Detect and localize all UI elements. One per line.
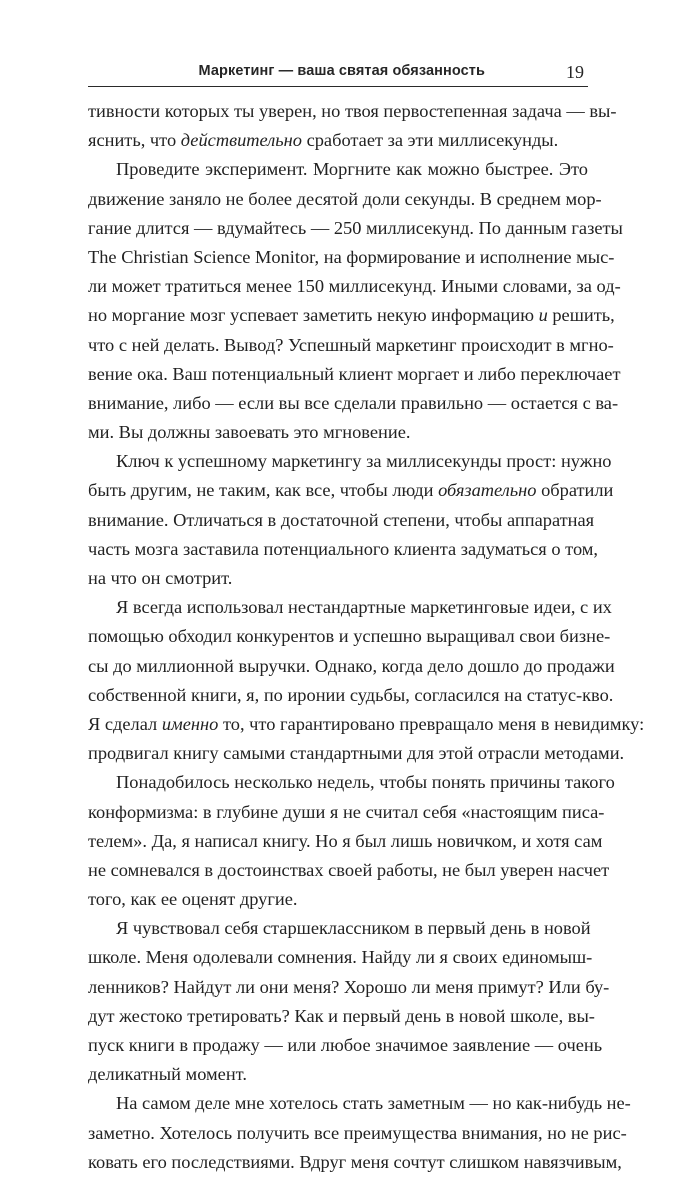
page-number: 19 xyxy=(566,62,584,82)
paragraph xyxy=(88,155,623,447)
text-run: ковать его последствиями. Вдруг меня сочтут слишком навязчивым, xyxy=(88,1151,622,1172)
emphasized-text: действительно xyxy=(180,130,302,151)
text-run: Понадобилось несколько недель, чтобы понять причины такого xyxy=(116,772,615,793)
text-line xyxy=(88,856,610,885)
text-line xyxy=(88,681,614,710)
paragraph xyxy=(88,97,617,155)
text-line xyxy=(88,97,617,126)
text-line xyxy=(88,1060,588,1089)
text-run: что с ней делать. Вывод? Успешный маркетинг происходит в мгно- xyxy=(88,334,614,355)
text-run: ли может тратиться менее 150 миллисекунд. Иными словами, за од- xyxy=(88,276,621,297)
text-line xyxy=(88,418,588,447)
text-run: решить, xyxy=(547,305,615,326)
text-line xyxy=(88,185,602,214)
paragraph xyxy=(88,768,615,914)
text-run: на что он смотрит. xyxy=(88,568,233,588)
text-line xyxy=(88,1031,603,1060)
text-line xyxy=(88,243,615,272)
text-run: сы до миллионной выручки. Однако, когда дело дошло до продажи xyxy=(88,655,615,676)
text-run: не сомневался в достоинствах своей работы, не был уверен насчет xyxy=(88,859,610,880)
text-line xyxy=(88,827,603,856)
text-run: пуск книги в продажу — или любое значимое заявление — очень xyxy=(88,1035,603,1055)
text-line xyxy=(88,535,599,564)
text-run: Я всегда использовал нестандартные маркетинговые идеи, с их xyxy=(116,597,612,618)
body-text xyxy=(88,97,645,1177)
text-run: дут жестоко третировать? Как и первый день в новой школе, вы- xyxy=(88,1005,595,1026)
text-run: вение ока. Ваш потенциальный клиент моргает и либо переключает xyxy=(88,363,621,384)
text-line xyxy=(88,506,595,535)
text-run: школе. Меня одолевали сомнения. Найду ли я своих единомыш- xyxy=(88,947,593,968)
text-line xyxy=(88,973,610,1002)
text-line xyxy=(88,564,588,593)
text-line xyxy=(88,914,591,943)
text-line xyxy=(88,389,619,418)
text-run: часть мозга заставила потенциального клиента задуматься о том, xyxy=(88,538,599,559)
text-run: Я сделал xyxy=(88,713,162,734)
text-run: The Christian Science Monitor, на формирование и исполнение мыс- xyxy=(88,246,615,267)
text-line xyxy=(88,447,612,476)
text-line xyxy=(88,360,621,389)
text-run: Я чувствовал себя старшеклассником в первый день в новой xyxy=(116,918,591,939)
emphasized-text: и xyxy=(538,305,548,326)
text-line xyxy=(88,739,625,768)
text-line xyxy=(88,476,614,505)
running-title: Маркетинг — ваша святая обязанность xyxy=(198,63,485,79)
paragraph xyxy=(88,1089,631,1177)
text-run: На самом деле мне хотелось стать заметным — но как-нибудь не- xyxy=(116,1093,631,1114)
text-line xyxy=(88,1119,627,1148)
text-run: внимание, либо — если вы все сделали правильно — остается с ва- xyxy=(88,392,619,413)
text-line xyxy=(88,710,645,739)
text-run: сработает за эти миллисекунды. xyxy=(301,130,559,151)
text-run: ленников? Найдут ли они меня? Хорошо ли меня примут? Или бу- xyxy=(88,976,610,997)
text-run: деликатный момент. xyxy=(88,1064,247,1085)
running-header xyxy=(88,62,588,87)
text-line xyxy=(88,798,605,827)
text-line xyxy=(88,155,588,184)
text-line xyxy=(88,1089,631,1118)
text-line xyxy=(88,943,593,972)
paragraph xyxy=(88,914,610,1089)
text-run: яснить, что xyxy=(88,130,181,151)
text-run: продвигал книгу самыми стандартными для этой отрасли методами. xyxy=(88,743,625,764)
text-line xyxy=(88,1148,622,1177)
text-run: то, что гарантировано превращало меня в невидимку: xyxy=(218,713,645,734)
text-run: быть другим, не таким, как все, чтобы люди xyxy=(88,480,439,501)
paragraph xyxy=(88,593,645,768)
text-line xyxy=(88,126,588,155)
text-run: тивности которых ты уверен, но твоя первостепенная задача — вы- xyxy=(88,101,617,121)
text-line xyxy=(88,301,615,330)
text-run: собственной книги, я, по иронии судьбы, согласился на статус-кво. xyxy=(88,684,614,705)
text-run: гание длится — вдумайтесь — 250 миллисекунд. По данным газеты xyxy=(88,217,623,238)
text-run: движение заняло не более десятой доли секунды. В среднем мор- xyxy=(88,188,602,209)
text-line xyxy=(88,768,615,797)
text-run: Ключ к успешному маркетингу за миллисекунды прост: нужно xyxy=(116,451,612,472)
text-run: но моргание мозг успевает заметить некую информацию xyxy=(88,305,539,326)
text-run: внимание. Отличаться в достаточной степени, чтобы аппаратная xyxy=(88,509,595,530)
text-run: телем». Да, я написал книгу. Но я был лишь новичком, и хотя сам xyxy=(88,830,603,851)
text-run: конформизма: в глубине души я не считал себя «настоящим писа- xyxy=(88,801,605,822)
emphasized-text: обязательно xyxy=(438,480,537,501)
text-line xyxy=(88,214,623,243)
text-run: обратили xyxy=(536,480,614,501)
text-run: помощью обходил конкурентов и успешно выращивал свои бизне- xyxy=(88,626,611,647)
text-line xyxy=(88,885,588,914)
emphasized-text: именно xyxy=(161,713,219,734)
paragraph xyxy=(88,447,614,593)
text-line xyxy=(88,593,612,622)
text-line xyxy=(88,652,615,681)
text-line xyxy=(88,1002,595,1031)
text-line xyxy=(88,272,621,301)
text-run: того, как ее оценят другие. xyxy=(88,889,298,910)
text-line xyxy=(88,622,611,651)
text-run: заметно. Хотелось получить все преимущества внимания, но не рис- xyxy=(88,1122,627,1143)
text-line xyxy=(88,331,614,360)
text-run: Проведите эксперимент. Моргните как можно быстрее. Это xyxy=(116,159,588,180)
text-run: ми. Вы должны завоевать это мгновение. xyxy=(88,422,411,443)
